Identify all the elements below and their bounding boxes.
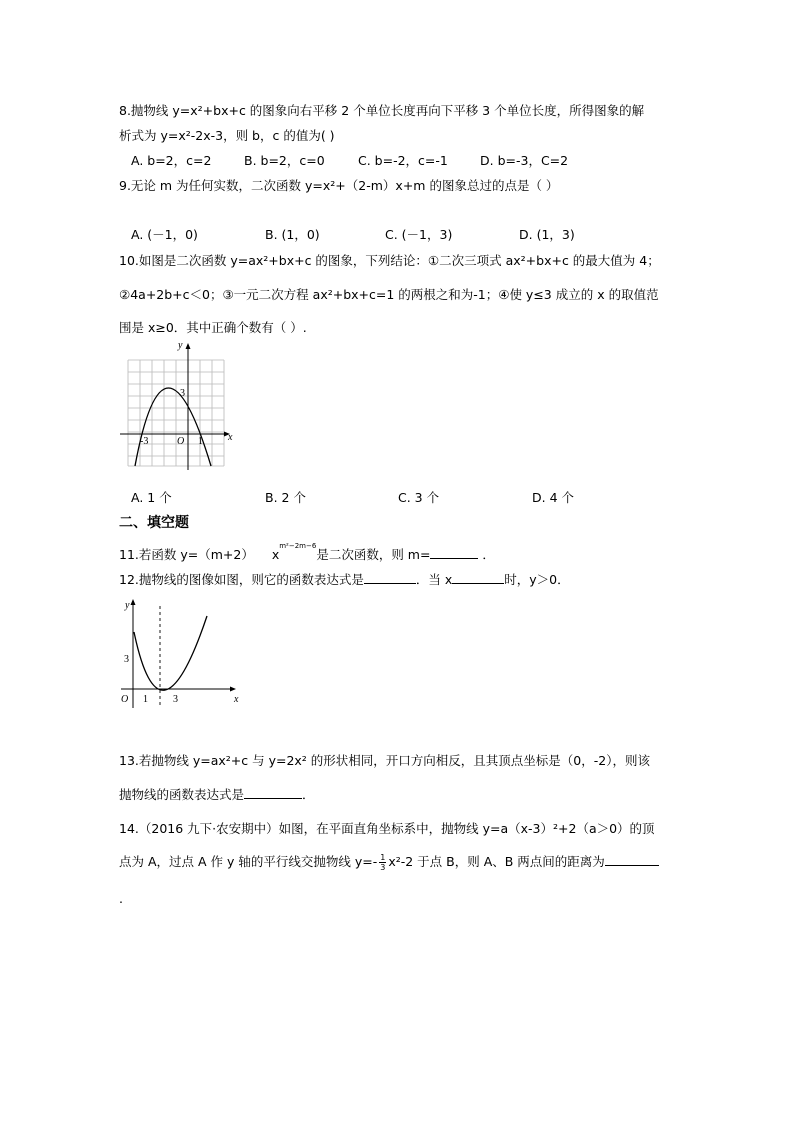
q8-option-c: C. b=-2，c=-1	[358, 153, 448, 168]
q10-label-3: 3	[180, 388, 185, 399]
q8-option-d: D. b=-3，C=2	[480, 153, 569, 168]
q11	[119, 542, 495, 563]
q10-line1: 10.如图是二次函数 y=ax²+bx+c 的图象，下列结论：①二次三项式 ax²+bx+c 的最大值为 4；	[119, 253, 660, 268]
q10-line3: 围是 x≥0．其中正确个数有（ ）.	[119, 320, 307, 335]
q10-label-neg3: -3	[140, 436, 149, 447]
q8-option-b: B. b=2，c=0	[244, 153, 325, 168]
q12	[119, 570, 570, 588]
q8-line1: 8.抛物线 y=x²+bx+c 的图象向右平移 2 个单位长度再向下平移 3 个单位长度，所得图象的解	[119, 103, 645, 118]
q12-graph	[115, 596, 245, 712]
q14-answer-blank[interactable]	[605, 853, 659, 866]
q10-graph	[118, 340, 236, 472]
q10-y-arrow	[186, 343, 191, 349]
q11-prefix: 11.若函数 y=（m+2）	[119, 547, 254, 562]
q12-range-blank[interactable]	[452, 571, 504, 584]
q13-line2	[119, 785, 315, 803]
section-title-fill-in: 二、填空题	[119, 515, 189, 531]
q11-base: x	[271, 547, 280, 562]
q12-x-arrow	[230, 687, 236, 692]
q14-line2	[119, 852, 659, 872]
q8-line2: 析式为 y=x²-2x-3，则 b，c 的值为( )	[119, 128, 335, 143]
q9-option-b: B. (1，0)	[265, 227, 320, 242]
q13-line1: 13.若抛物线 y=ax²+c 与 y=2x² 的形状相同，开口方向相反，且其顶点坐标是（0，-2），则该	[119, 753, 650, 768]
q10-grid	[128, 360, 224, 466]
q14-frac-den: 3	[380, 863, 386, 872]
q10-y-label: y	[178, 340, 183, 351]
q12-part1: 12.抛物线的图像如图，则它的函数表达式是	[119, 572, 364, 587]
q13-answer-blank[interactable]	[244, 786, 302, 799]
q14-line2-mid: x²-2 于点 B，则 A、B 两点间的距离为	[388, 854, 605, 869]
q12-expression-blank[interactable]	[364, 571, 416, 584]
q10-line2: ②4a+2b+c＜0；③一元二次方程 ax²+bx+c=1 的两根之和为-1；④使 y≤3 成立的 x 的取值范	[119, 287, 659, 302]
q10-option-b: B. 2 个	[265, 490, 306, 505]
q12-y-arrow	[131, 599, 136, 605]
q12-label-3y: 3	[124, 654, 129, 665]
q9-option-c: C. (－1，3)	[385, 227, 453, 242]
q14-frac-num: 1	[380, 853, 386, 862]
q12-part3: 时，y＞0．	[504, 572, 570, 587]
q12-label-origin: O	[121, 694, 129, 705]
q13-line2-end: ．	[302, 787, 315, 802]
q11-end: ．	[482, 547, 495, 562]
q9-text: 9.无论 m 为任何实数，二次函数 y=x²+（2-m）x+m 的图象总过的点是（ ）	[119, 178, 559, 193]
q12-x-label: x	[234, 694, 239, 705]
q11-answer-blank[interactable]	[430, 546, 478, 559]
q8-option-a: A. b=2，c=2	[131, 153, 212, 168]
q9-option-a: A. (－1，0)	[131, 227, 198, 242]
q10-option-d: D. 4 个	[532, 490, 574, 505]
q12-label-3x: 3	[173, 694, 178, 705]
q14-line3: .	[119, 891, 123, 906]
q10-x-label: x	[228, 432, 233, 443]
q12-part2: ．当 x	[415, 572, 453, 587]
q11-exponent: m²−2m−6	[279, 542, 317, 550]
q10-option-a: A. 1 个	[131, 490, 172, 505]
q10-label-origin: O	[177, 436, 185, 447]
q9-option-d: D. (1，3)	[519, 227, 575, 242]
q14-line2-prefix: 点为 A，过点 A 作 y 轴的平行线交抛物线 y=-	[119, 854, 378, 869]
q14-fraction	[379, 853, 386, 872]
q11-suffix: 是二次函数，则 m=	[316, 547, 431, 562]
q12-y-label: y	[125, 600, 130, 611]
q14-line1: 14.（2016 九下·农安期中）如图，在平面直角坐标系中，抛物线 y=a（x-3）²+2（a＞0）的顶	[119, 821, 655, 836]
q10-label-1: 1	[198, 436, 203, 447]
q13-line2-prefix: 抛物线的函数表达式是	[119, 787, 245, 802]
q10-option-c: C. 3 个	[398, 490, 440, 505]
q12-label-1: 1	[143, 694, 148, 705]
q12-parabola	[134, 616, 207, 690]
